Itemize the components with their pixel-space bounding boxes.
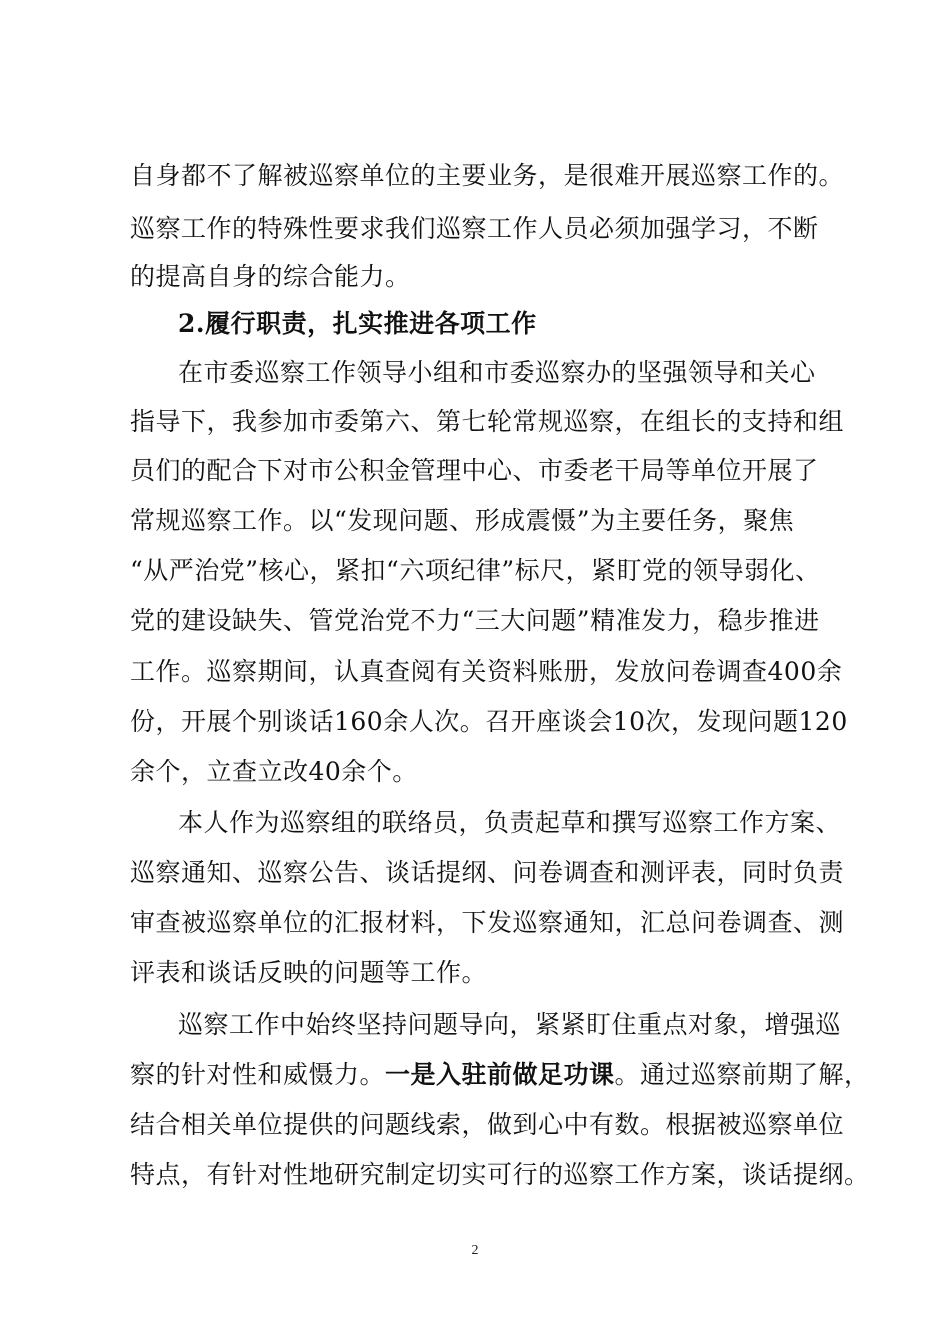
section-heading: 2.履行职责，扎实推进各项工作	[178, 309, 537, 338]
body-text-line: 常规巡察工作。以“发现问题、形成震慑”为主要任务，聚焦	[130, 506, 795, 535]
body-text-line: 指导下，我参加市委第六、第七轮常规巡察，在组长的支持和组	[130, 407, 845, 436]
body-text-line: 本人作为巡察组的联络员，负责起草和撰写巡察工作方案、	[178, 808, 842, 837]
body-text-line: 党的建设缺失、管党治党不力“三大问题”精准发力，稳步推进	[130, 606, 820, 635]
body-text-line: 的提高自身的综合能力。	[130, 262, 411, 291]
body-text-line: 结合相关单位提供的问题线索，做到心中有数。根据被巡察单位	[130, 1110, 845, 1139]
body-text-line: 在市委巡察工作领导小组和市委巡察办的坚强领导和关心	[178, 358, 816, 387]
body-text-line: 特点，有针对性地研究制定切实可行的巡察工作方案，谈话提纲。	[130, 1160, 870, 1189]
page-number: 2	[471, 1243, 479, 1258]
body-text-line: 自身都不了解被巡察单位的主要业务，是很难开展巡察工作的。	[130, 161, 845, 190]
body-text-line: 巡察工作中始终坚持问题导向，紧紧盯住重点对象，增强巡	[178, 1010, 842, 1039]
body-text-line: 余个，立查立改40余个。	[130, 757, 418, 786]
body-text-line: 评表和谈话反映的问题等工作。	[130, 958, 488, 987]
bold-phrase: 一是入驻前做足功课	[385, 1060, 615, 1089]
body-text-line: 巡察通知、巡察公告、谈话提纲、问卷调查和测评表，同时负责	[130, 858, 845, 887]
body-text-line: “从严治党”核心，紧扣“六项纪律”标尺，紧盯党的领导弱化、	[130, 556, 821, 585]
body-text-line: 份，开展个别谈话160余人次。召开座谈会10次，发现问题120	[130, 707, 848, 736]
inline-text: 。通过巡察前期了解，	[614, 1060, 870, 1089]
body-text-line: 巡察工作的特殊性要求我们巡察工作人员必须加强学习，不断	[130, 214, 819, 243]
body-text-line: 工作。巡察期间，认真查阅有关资料账册，发放问卷调查400余	[130, 657, 843, 686]
body-text-line: 审查被巡察单位的汇报材料，下发巡察通知，汇总问卷调查、测	[130, 908, 845, 937]
body-text-line: 员们的配合下对市公积金管理中心、市委老干局等单位开展了	[130, 456, 819, 485]
body-text-line	[130, 1057, 870, 1093]
inline-text: 察的针对性和威慑力。	[130, 1060, 386, 1089]
